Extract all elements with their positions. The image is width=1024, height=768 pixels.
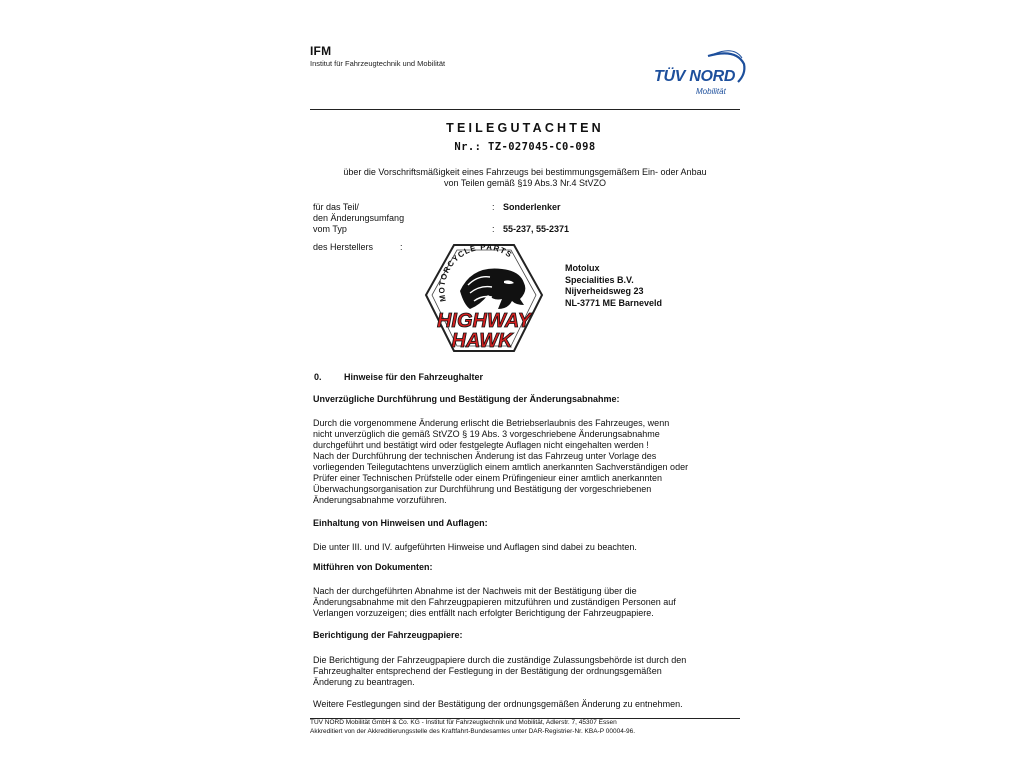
paragraph-line: vorliegenden Teilegutachtens unverzüglich einem amtlich anerkannten Sachverständigen oder [313,462,689,472]
part-value: Sonderlenker [503,202,561,212]
paragraph-line: Durch die vorgenommene Änderung erlischt die Betriebserlaubnis des Fahrzeuges, wenn [313,418,670,428]
paragraph-further-specs: Weitere Festlegungen sind der Bestätigung der ordnungsgemäßen Änderung zu entnehmen. [313,699,683,709]
manufacturer-colon: : [400,242,403,252]
paragraph-line: Nach der durchgeführten Abnahme ist der Nachweis mit der Bestätigung über die [313,586,637,596]
subtitle-line: von Teilen gemäß §19 Abs.3 Nr.4 StVZO [444,178,606,188]
heading-documents: Mitführen von Dokumenten: [313,562,433,572]
highway-hawk-logo [420,239,548,363]
document-number: Nr.: TZ-027045-C0-098 [454,141,596,153]
section-0-heading [314,372,483,382]
paragraph-line: Verlangen vorzuzeigen; dies entfällt nach erfolgter Berichtigung der Fahrzeugpapiere. [313,608,654,618]
section-number: 0. [314,372,322,382]
section-title: Hinweise für den Fahrzeughalter [344,372,484,382]
address-line: Specialities B.V. [565,274,634,285]
logo-word-hawk: HAWK [451,330,513,352]
document-subtitle [310,167,740,189]
heading-papers-correction: Berichtigung der Fahrzeugpapiere: [313,630,463,640]
paragraph-line: durchgeführt und bestätigt wird oder festgelegte Auflagen nicht eingehalten werden ! [313,440,649,450]
paragraph-line: Die Berichtigung der Fahrzeugpapiere durch die zuständige Zulassungsbehörde ist durch den [313,655,687,665]
address-line: Nijverheidsweg 23 [565,286,644,296]
org-full-name: Institut für Fahrzeugtechnik und Mobilität [310,59,446,68]
manufacturer-address [565,263,662,309]
org-short-name: IFM [310,44,332,58]
address-line: Motolux [565,263,600,273]
logo-arc-text: MOTORCYCLE PARTS [437,242,514,303]
paragraph-line: Prüfer einer Technischen Prüfstelle oder einem Prüfingenieur einer amtlich anerkannten [313,473,663,483]
paragraph-line: nicht unverzüglich die gemäß StVZO § 19 Abs. 3 vorgeschriebene Änderungsabnahme [313,429,660,439]
part-colon: : [492,202,495,212]
paragraph-line: Änderungsabnahme mit den Fahrzeugpapieren mitzuführen und zuständigen Personen auf [313,597,676,607]
part-label [313,202,404,235]
heading-compliance: Einhaltung von Hinweisen und Auflagen: [313,518,488,528]
manufacturer-label: des Herstellers [313,242,374,252]
paragraph-documents [313,586,722,619]
subtitle-line: über die Vorschriftsmäßigkeit eines Fahrzeugs bei bestimmungsgemäßem Ein- oder Anbau [343,167,707,177]
document-title: TEILEGUTACHTEN [446,121,604,135]
brand-name: TÜV NORD [654,68,736,85]
footer-line: TÜV NORD Mobilität GmbH & Co. KG - Institut für Fahrzeugtechnik und Mobilität, Adlerstr. 7, 45307 Essen [310,719,617,726]
paragraph-line: Änderungsabnahme vorzuführen. [313,495,447,505]
part-label-line: für das Teil/ [313,202,359,212]
tuv-nord-logo [648,46,748,98]
address-line: NL-3771 ME Barneveld [565,297,663,308]
footer-line: Akkreditiert von der Akkreditierungsstelle des Kraftfahrt-Bundesamtes unter DAR-Registrier-Nr. KBA-P 00004-96. [310,727,636,735]
type-value: 55-237, 55-2371 [503,224,570,234]
paragraph-line: Nach der Durchführung der technischen Änderung ist das Fahrzeug unter Vorlage des [313,451,657,461]
paragraph-line: Fahrzeughalter entsprechend der Festlegung in der Bestätigung der ordnungsgemäßen [313,666,662,676]
heading-immediate-acceptance: Unverzügliche Durchführung und Bestätigung der Änderungsabnahme: [313,394,620,404]
type-label: vom Typ [313,224,347,234]
part-label-line: den Änderungsumfang [313,213,405,223]
paragraph-line: Überwachungsorganisation zur Durchführung und Bestätigung der vorgeschriebenen [313,484,652,494]
paragraph-papers-correction [313,655,722,688]
paragraph-line: Änderung zu beantragen. [313,677,415,687]
paragraph-compliance: Die unter III. und IV. aufgeführten Hinweise und Auflagen sind dabei zu beachten. [313,542,637,552]
brand-subtitle: Mobilität [696,87,726,96]
footer [310,719,635,736]
paragraph-immediate-acceptance [313,418,722,506]
type-colon: : [492,224,495,234]
header-divider [310,109,740,110]
logo-word-highway: HIGHWAY [436,310,532,332]
